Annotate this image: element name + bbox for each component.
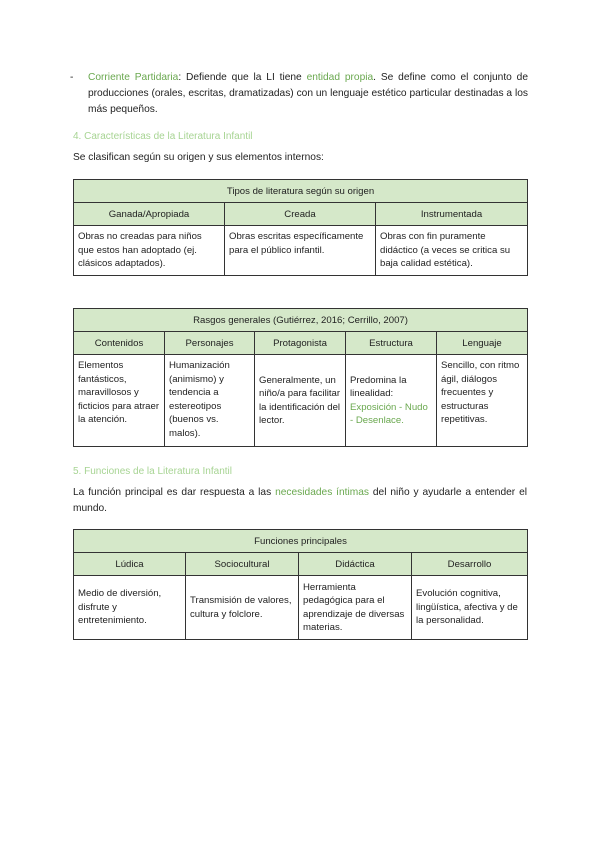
table3-header-didactica: Didáctica bbox=[299, 553, 412, 576]
table3-cell-desarrollo: Evolución cognitiva, lingüística, afectiva y de la personalidad. bbox=[412, 576, 528, 640]
table-origin-types bbox=[73, 179, 528, 276]
table1-cell-instrumentada: Obras con fin puramente didáctico (a veces se critica su baja calidad estética). bbox=[376, 226, 528, 276]
section-5-heading: 5. Funciones de la Literatura Infantil bbox=[73, 466, 232, 477]
estructura-sequence: Exposición - Nudo - Desenlace. bbox=[350, 401, 428, 426]
table2-cell-contenidos: Elementos fantásticos, maravillosos y ficticios para atraer la atención. bbox=[74, 355, 165, 447]
bullet-term: Corriente Partidaria bbox=[88, 72, 179, 83]
table1-header-creada: Creada bbox=[225, 203, 376, 226]
bullet-text-1: : Defiende que la LI tiene bbox=[178, 72, 307, 83]
section-5-intro-post: del niño y ayudarle a entender el mundo. bbox=[73, 487, 527, 514]
table3-header-sociocultural: Sociocultural bbox=[186, 553, 299, 576]
section-5-intro-highlight: necesidades íntimas bbox=[275, 487, 369, 498]
bullet-corriente-partidaria bbox=[70, 70, 528, 118]
table2-header-lenguaje: Lenguaje bbox=[437, 332, 528, 355]
table-main-functions bbox=[73, 529, 528, 640]
table1-header-instrumentada: Instrumentada bbox=[376, 203, 528, 226]
section-4-intro: Se clasifican según su origen y sus elementos internos: bbox=[73, 152, 324, 163]
table1-cell-creada: Obras escritas específicamente para el público infantil. bbox=[225, 226, 376, 276]
table-general-traits bbox=[73, 308, 528, 447]
bullet-dash: - bbox=[70, 72, 74, 83]
table2-cell-personajes: Humanización (animismo) y tendencia a estereotipos (buenos vs. malos). bbox=[165, 355, 255, 447]
section-4-heading: 4. Características de la Literatura Infantil bbox=[73, 131, 253, 142]
table3-cell-ludica: Medio de diversión, disfrute y entretenimiento. bbox=[74, 576, 186, 640]
section-5-intro-pre: La función principal es dar respuesta a las bbox=[73, 487, 276, 498]
table3-cell-sociocultural: Transmisión de valores, cultura y folclore. bbox=[186, 576, 299, 640]
table1-cell-ganada: Obras no creadas para niños que estos han adoptado (ej. clásicos adaptados). bbox=[74, 226, 225, 276]
table1-title: Tipos de literatura según su origen bbox=[74, 180, 528, 203]
bullet-text-2: . Se define como el conjunto de producciones (orales, escritas, dramatizadas) con un lenguaje estético particular destinadas a los más pequeños. bbox=[88, 72, 528, 115]
table2-header-estructura: Estructura bbox=[346, 332, 437, 355]
table2-header-contenidos: Contenidos bbox=[74, 332, 165, 355]
estructura-text: Predomina la linealidad: bbox=[350, 374, 407, 399]
table2-header-protagonista: Protagonista bbox=[255, 332, 346, 355]
section-5-intro bbox=[73, 485, 527, 517]
table2-header-personajes: Personajes bbox=[165, 332, 255, 355]
table3-title: Funciones principales bbox=[74, 530, 528, 553]
table2-cell-lenguaje: Sencillo, con ritmo ágil, diálogos frecuentes y estructuras repetitivas. bbox=[437, 355, 528, 447]
table3-header-desarrollo: Desarrollo bbox=[412, 553, 528, 576]
table2-cell-estructura bbox=[346, 355, 437, 447]
table2-title: Rasgos generales (Gutiérrez, 2016; Cerrillo, 2007) bbox=[74, 309, 528, 332]
table2-cell-protagonista: Generalmente, un niño/a para facilitar la identificación del lector. bbox=[255, 355, 346, 447]
table3-cell-didactica: Herramienta pedagógica para el aprendizaje de diversas materias. bbox=[299, 576, 412, 640]
table1-header-ganada: Ganada/Apropiada bbox=[74, 203, 225, 226]
bullet-highlight: entidad propia bbox=[306, 72, 374, 83]
table3-header-ludica: Lúdica bbox=[74, 553, 186, 576]
